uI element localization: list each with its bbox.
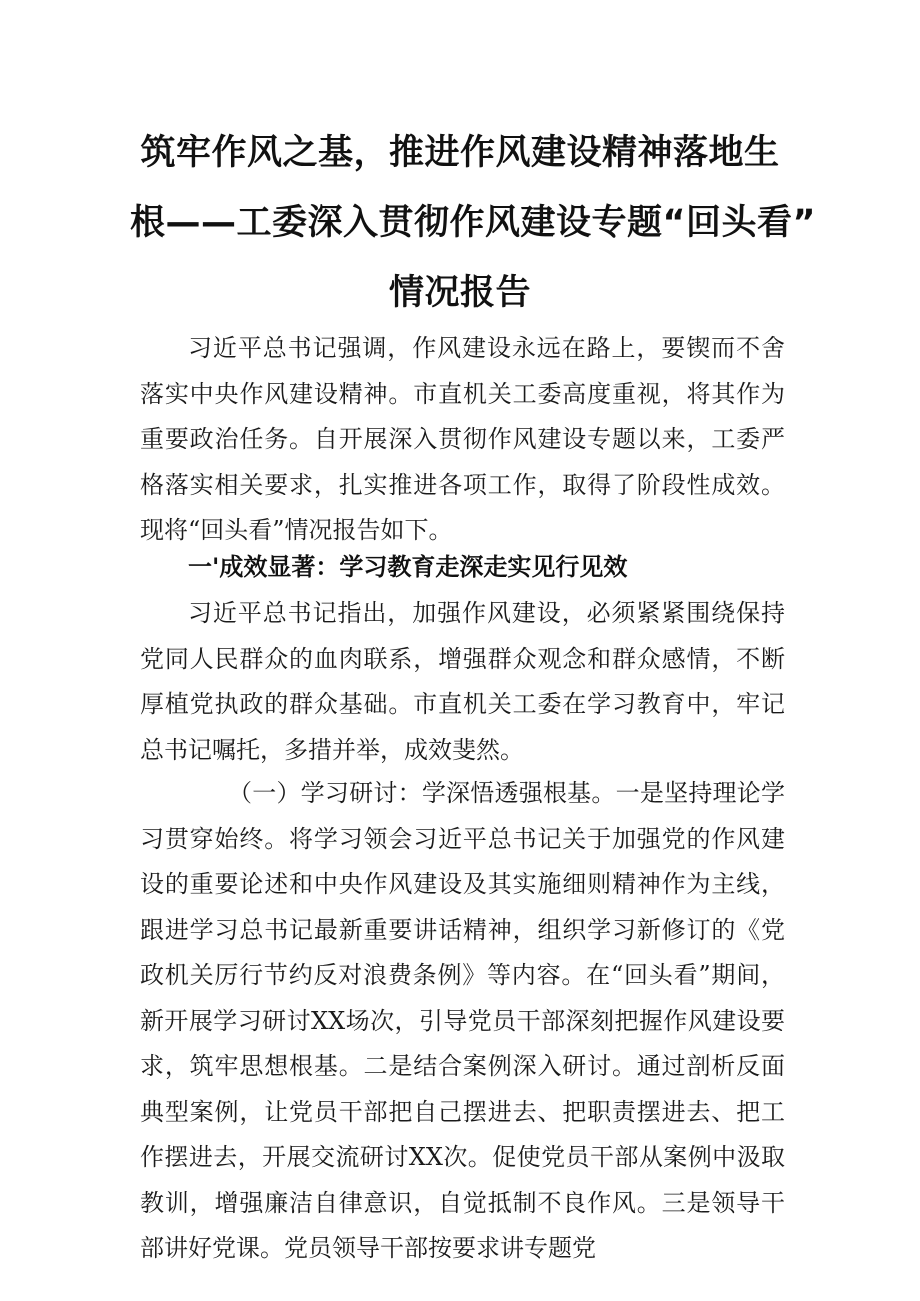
section-1-heading: 一'成效显著：学习教育走深走实见行见效 [188,553,628,581]
title-line-1: 筑牢作风之基，推进作风建设精神落地生 [140,133,780,173]
intro-paragraph: 习近平总书记强调，作风建设永远在路上，要锲而不舍落实中央作风建设精神。市直机关工委高度重视，将其作为重要政治任务。自开展深入贯彻作风建设专题以来，工委严格落实相关要求，扎实推进各项工作，取得了阶段性成效。现将“回头看”情况报告如下。 [140,334,785,544]
title-line-2: 根——工委深入贯彻作风建设专题“回头看” [130,203,817,243]
subsection-1-paragraph: （一）学习研讨：学深悟透强根基。一是坚持理论学习贯穿始终。将学习领会习近平总书记关于加强党的作风建设的重要论述和中央作风建设及其实施细则精神作为主线，跟进学习总书记最新重要讲话精神，组织学习新修订的《党政机关厉行节约反对浪费条例》等内容。在“回头看”期间，新开展学习研讨XX场次，引导党员干部深刻把握作风建设要求，筑牢思想根基。二是结合案例深入研讨。通过剖析反面典型案例，让党员干部把自己摆进去、把职责摆进去、把工作摆进去，开展交流研讨XX次。促使党员干部从案例中汲取教训，增强廉洁自律意识，自觉抵制不良作风。三是领导干部讲好党课。党员领导干部按要求讲专题党 [140,779,785,1262]
intro-paragraph-block [140,326,785,554]
title-line-3: 情况报告 [388,273,531,313]
section-1-paragraph: 习近平总书记指出，加强作风建设，必须紧紧围绕保持党同人民群众的血肉联系，增强群众观念和群众感情，不断厚植党执政的群众基础。市直机关工委在学习教育中，牢记总书记嘱托，多措并举，成效斐然。 [140,599,785,764]
section-1-paragraph-block [140,591,785,773]
subsection-1-block [140,771,785,1272]
document-title [130,118,817,328]
